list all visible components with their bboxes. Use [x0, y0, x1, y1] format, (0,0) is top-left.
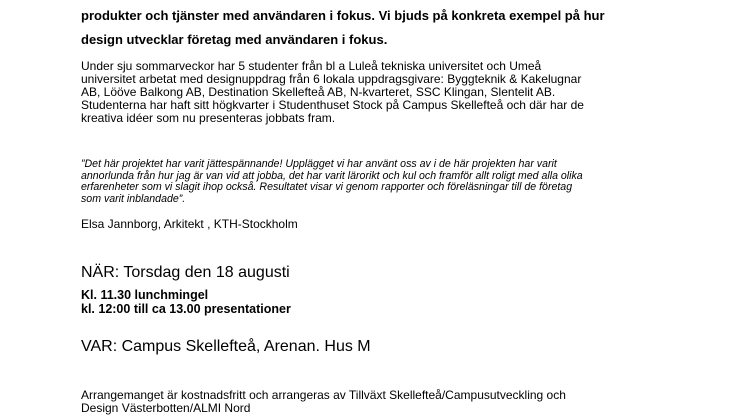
quote-line: annorlunda från hur jag är van vid att jobba, det har varit lärorikt och kul och framför allt roligt med alla olika — [81, 169, 583, 182]
intro-paragraph — [81, 4, 605, 52]
body-line: Under sju sommarveckor har 5 studenter från bl a Luleå tekniska universitet och Umeå — [81, 59, 542, 73]
footer-line: Design Västerbotten/ALMI Nord — [81, 401, 251, 415]
intro-line: produkter och tjänster med användaren i fokus. Vi bjuds på konkreta exempel på hur — [81, 8, 605, 23]
body-paragraph — [81, 60, 584, 125]
quote-paragraph — [81, 159, 583, 205]
when-presentations-line: kl. 12:00 till ca 13.00 presentationer — [81, 302, 291, 316]
footer-line: Arrangemanget är kostnadsfritt och arrangeras av Tillväxt Skellefteå/Campusutveckling och — [81, 388, 566, 402]
intro-line: design utvecklar företag med användaren i fokus. — [81, 32, 388, 47]
when-lunch-line: Kl. 11.30 lunchmingel — [81, 288, 209, 302]
body-line: AB, Lööve Balkong AB, Destination Skellefteå AB, N-kvarteret, SSC Klingan, Slentelit AB. — [81, 85, 556, 99]
body-line: kreativa idéer som nu presenteras jobbats fram. — [81, 111, 336, 125]
quote-attribution: Elsa Jannborg, Arkitekt , KTH-Stockholm — [81, 217, 298, 231]
when-heading: NÄR: Torsdag den 18 augusti — [81, 264, 290, 281]
where-heading: VAR: Campus Skellefteå, Arenan. Hus M — [81, 338, 371, 355]
quote-line: som varit inblandade”. — [81, 192, 186, 205]
quote-line: ”Det här projektet har varit jättespännande! Upplägget vi har använt oss av i de här projekten har varit — [81, 158, 557, 170]
footer-paragraph — [81, 389, 566, 415]
body-line: universitet arbetat med designuppdrag från 6 lokala uppdragsgivare: Byggteknik & Kakelugnar — [81, 72, 582, 86]
body-line: Studenterna har haft sitt högkvarter i Studenthuset Stock på Campus Skellefteå och där har de — [81, 98, 584, 112]
quote-line: erfarenheter som vi slagit ihop också. Resultatet visar vi genom rapporter och föreläsningar till de företag — [81, 181, 573, 193]
